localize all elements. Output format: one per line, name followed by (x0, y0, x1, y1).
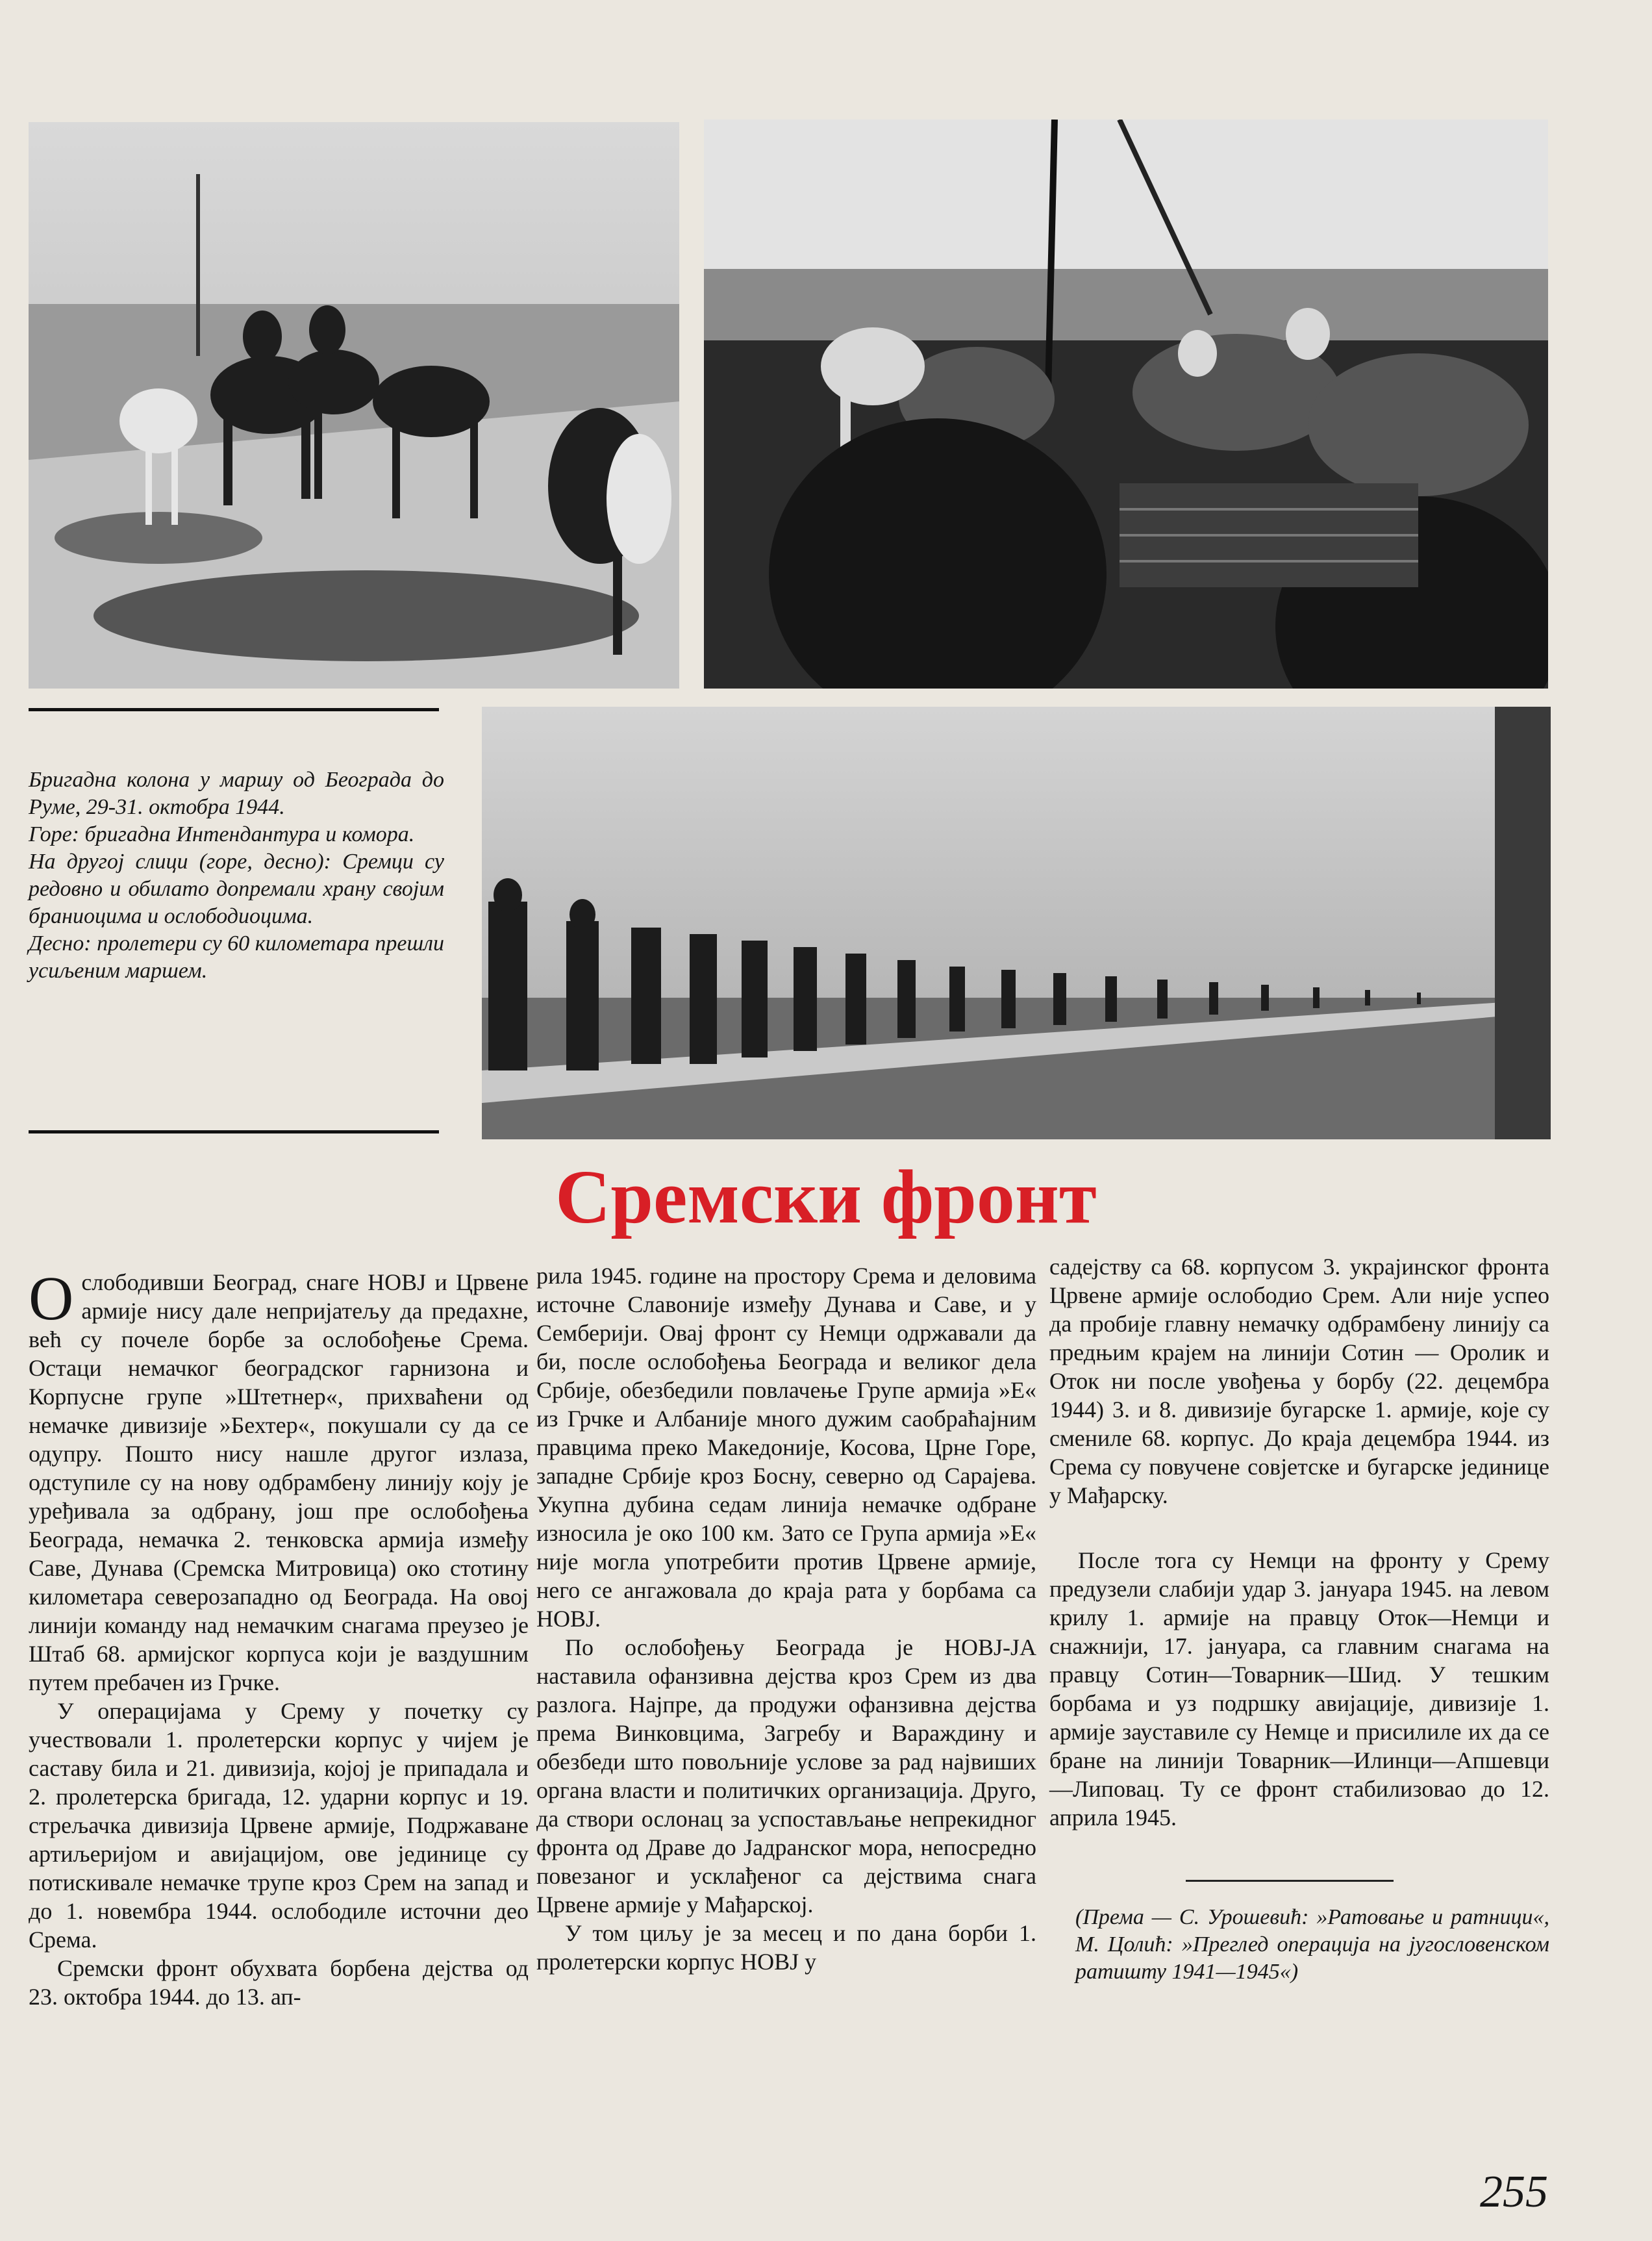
caption-line-1: Бригадна колона у маршу од Београда до Руме, 29-31. октобра 1944. (29, 768, 444, 819)
drop-cap: О (29, 1263, 74, 1333)
paragraph: По ослобођењу Београда је НОВЈ-ЈА наставила офанзивна дејства кроз Срем из два разлога. Најпре, да продужи офанзивна дејства према Винковцима, Загребу и Вараждину и обезбеди што повољније услове за рад највиших органа власти и политичких организација. Друго, да створи ослонац за успостављање непрекидног фронта од Драве до Јадранског мора, непосредно повезаног и усклађеног са дејствима снага Црвене армије у Мађарској. (536, 1634, 1036, 1918)
paragraph: У том циљу је за месец и по дана борби 1. пролетерски корпус НОВЈ у (536, 1920, 1036, 1975)
text-column-3 (1049, 1252, 1549, 1986)
caption-line-3: На другој слици (горе, десно): Сремци су редовно и обилато допремали храну својим браниоцима и ослободиоцима. (29, 850, 444, 928)
text-column-1 (29, 1263, 529, 2011)
caption-bottom-rule (29, 1130, 439, 1133)
paragraph: Сремски фронт обухвата борбена дејства од 23. октобра 1944. до 13. ап- (29, 1955, 529, 2010)
paragraph: садејству са 68. корпусом 3. украјинског фронта Црвене армије ослободио Срем. Али није успео да пробије главну немачку одбрамбену линију са предњим крајем на линији Сотин — Оролик и Оток ни после увођења у борбу (22. децембра 1944) 3. и 8. дивизије бугарске 1. армије, које су сменилe 68. корпус. До краја децембра 1944. из Срема су повучене совјетске и бугарске јединице у Мађарску. (1049, 1254, 1549, 1508)
page-number: 255 (1480, 2167, 1548, 2217)
photo-villagers-bringing-food (704, 120, 1548, 689)
paragraph: У операцијама у Срему у почетку су учествовали 1. пролетерски корпус у чијем је саставу била и 21. дивизија, којој је припадала и 2. пролетерска бригада, 12. ударни корпус и 19. стрељачка дивизија Црвене армије, Подржаване артиљеријом и авијацијом, ове јединице су потискивале немачке трупе кроз Срем на запад и до 1. новембра 1944. ослободиле источни део Срема. (29, 1698, 529, 1953)
article-title: Сремски фронт (555, 1154, 1097, 1239)
source-note: (Према — С. Урошевић: »Ратовање и ратници«, М. Цолић: »Преглед операција на југословенском ратишту 1941—1945«) (1075, 1905, 1549, 1984)
photo-brigade-supply-column (29, 122, 679, 689)
caption-top-rule (29, 708, 439, 711)
photo-proletarian-march (482, 707, 1551, 1139)
paragraph-text: слободивши Београд, снаге НОВЈ и Црвене армије нису дале непријатељу да предахне, већ су почеле борбе за ослобођење Срема. Остаци немачког београдског гарнизона и Корпусне групе »Штетнер«, прихваћени од немачке дивизије »Бехтер«, покушали су да се одупру. Пошто нису нашле другог излаза, одступиле су на нову одбрамбену линију коју је уређивала за одбрану, још пре ослобођења Београда, немачка 2. тенковска армија између Саве, Дунава (Сремска Митровица) око стотину километара северозападно од Београда. На овој линији команду над немачким снагама преузео је Штаб 68. армијског корпуса који је ваздушним путем пребачен из Грчке. (29, 1269, 529, 1695)
caption-line-4: Десно: пролетери су 60 километара прешли усиљеним маршем. (29, 931, 444, 983)
paragraph (29, 1263, 529, 1697)
paragraph: После тога су Немци на фронту у Срему предузели слабији удар 3. јануара 1945. на левом крилу 1. армије на правцу Оток—Немци и снажнији, 17. јануара, са главним снагама на правцу Сотин—Товарник—Шид. У тешким борбама и уз подршку авијације, дивизије 1. армије зауставиле су Немце и присилиле их да се бране на линији Товарник—Илинци—Апшевци—Липовац. Ту се фронт стабилизовао до 12. априла 1945. (1049, 1547, 1549, 1830)
text-column-2 (536, 1261, 1036, 1976)
source-rule (1186, 1880, 1394, 1882)
paragraph: рила 1945. године на простору Срема и деловима источне Славоније између Дунава и Саве, и у Семберији. Овај фронт су Немци одржавали да би, после ослобођења Београда и великог дела Србије, обезбедили повлачење Групе армија »Е« из Грчке и Албаније много дужим саобраћајним правцима преко Македоније, Косова, Црне Горе, западне Србије кроз Босну, северно од Сарајева. Укупна дубина седам линија немачке одбране износила је око 100 км. Зато се Група армија »Е« није могла употребити против Црвене армије, него се ангажовала до краја рата у борбама са НОВЈ. (536, 1263, 1036, 1632)
photo-caption (29, 766, 444, 985)
caption-line-2: Горе: бригадна Интендантура и комора. (29, 822, 415, 846)
